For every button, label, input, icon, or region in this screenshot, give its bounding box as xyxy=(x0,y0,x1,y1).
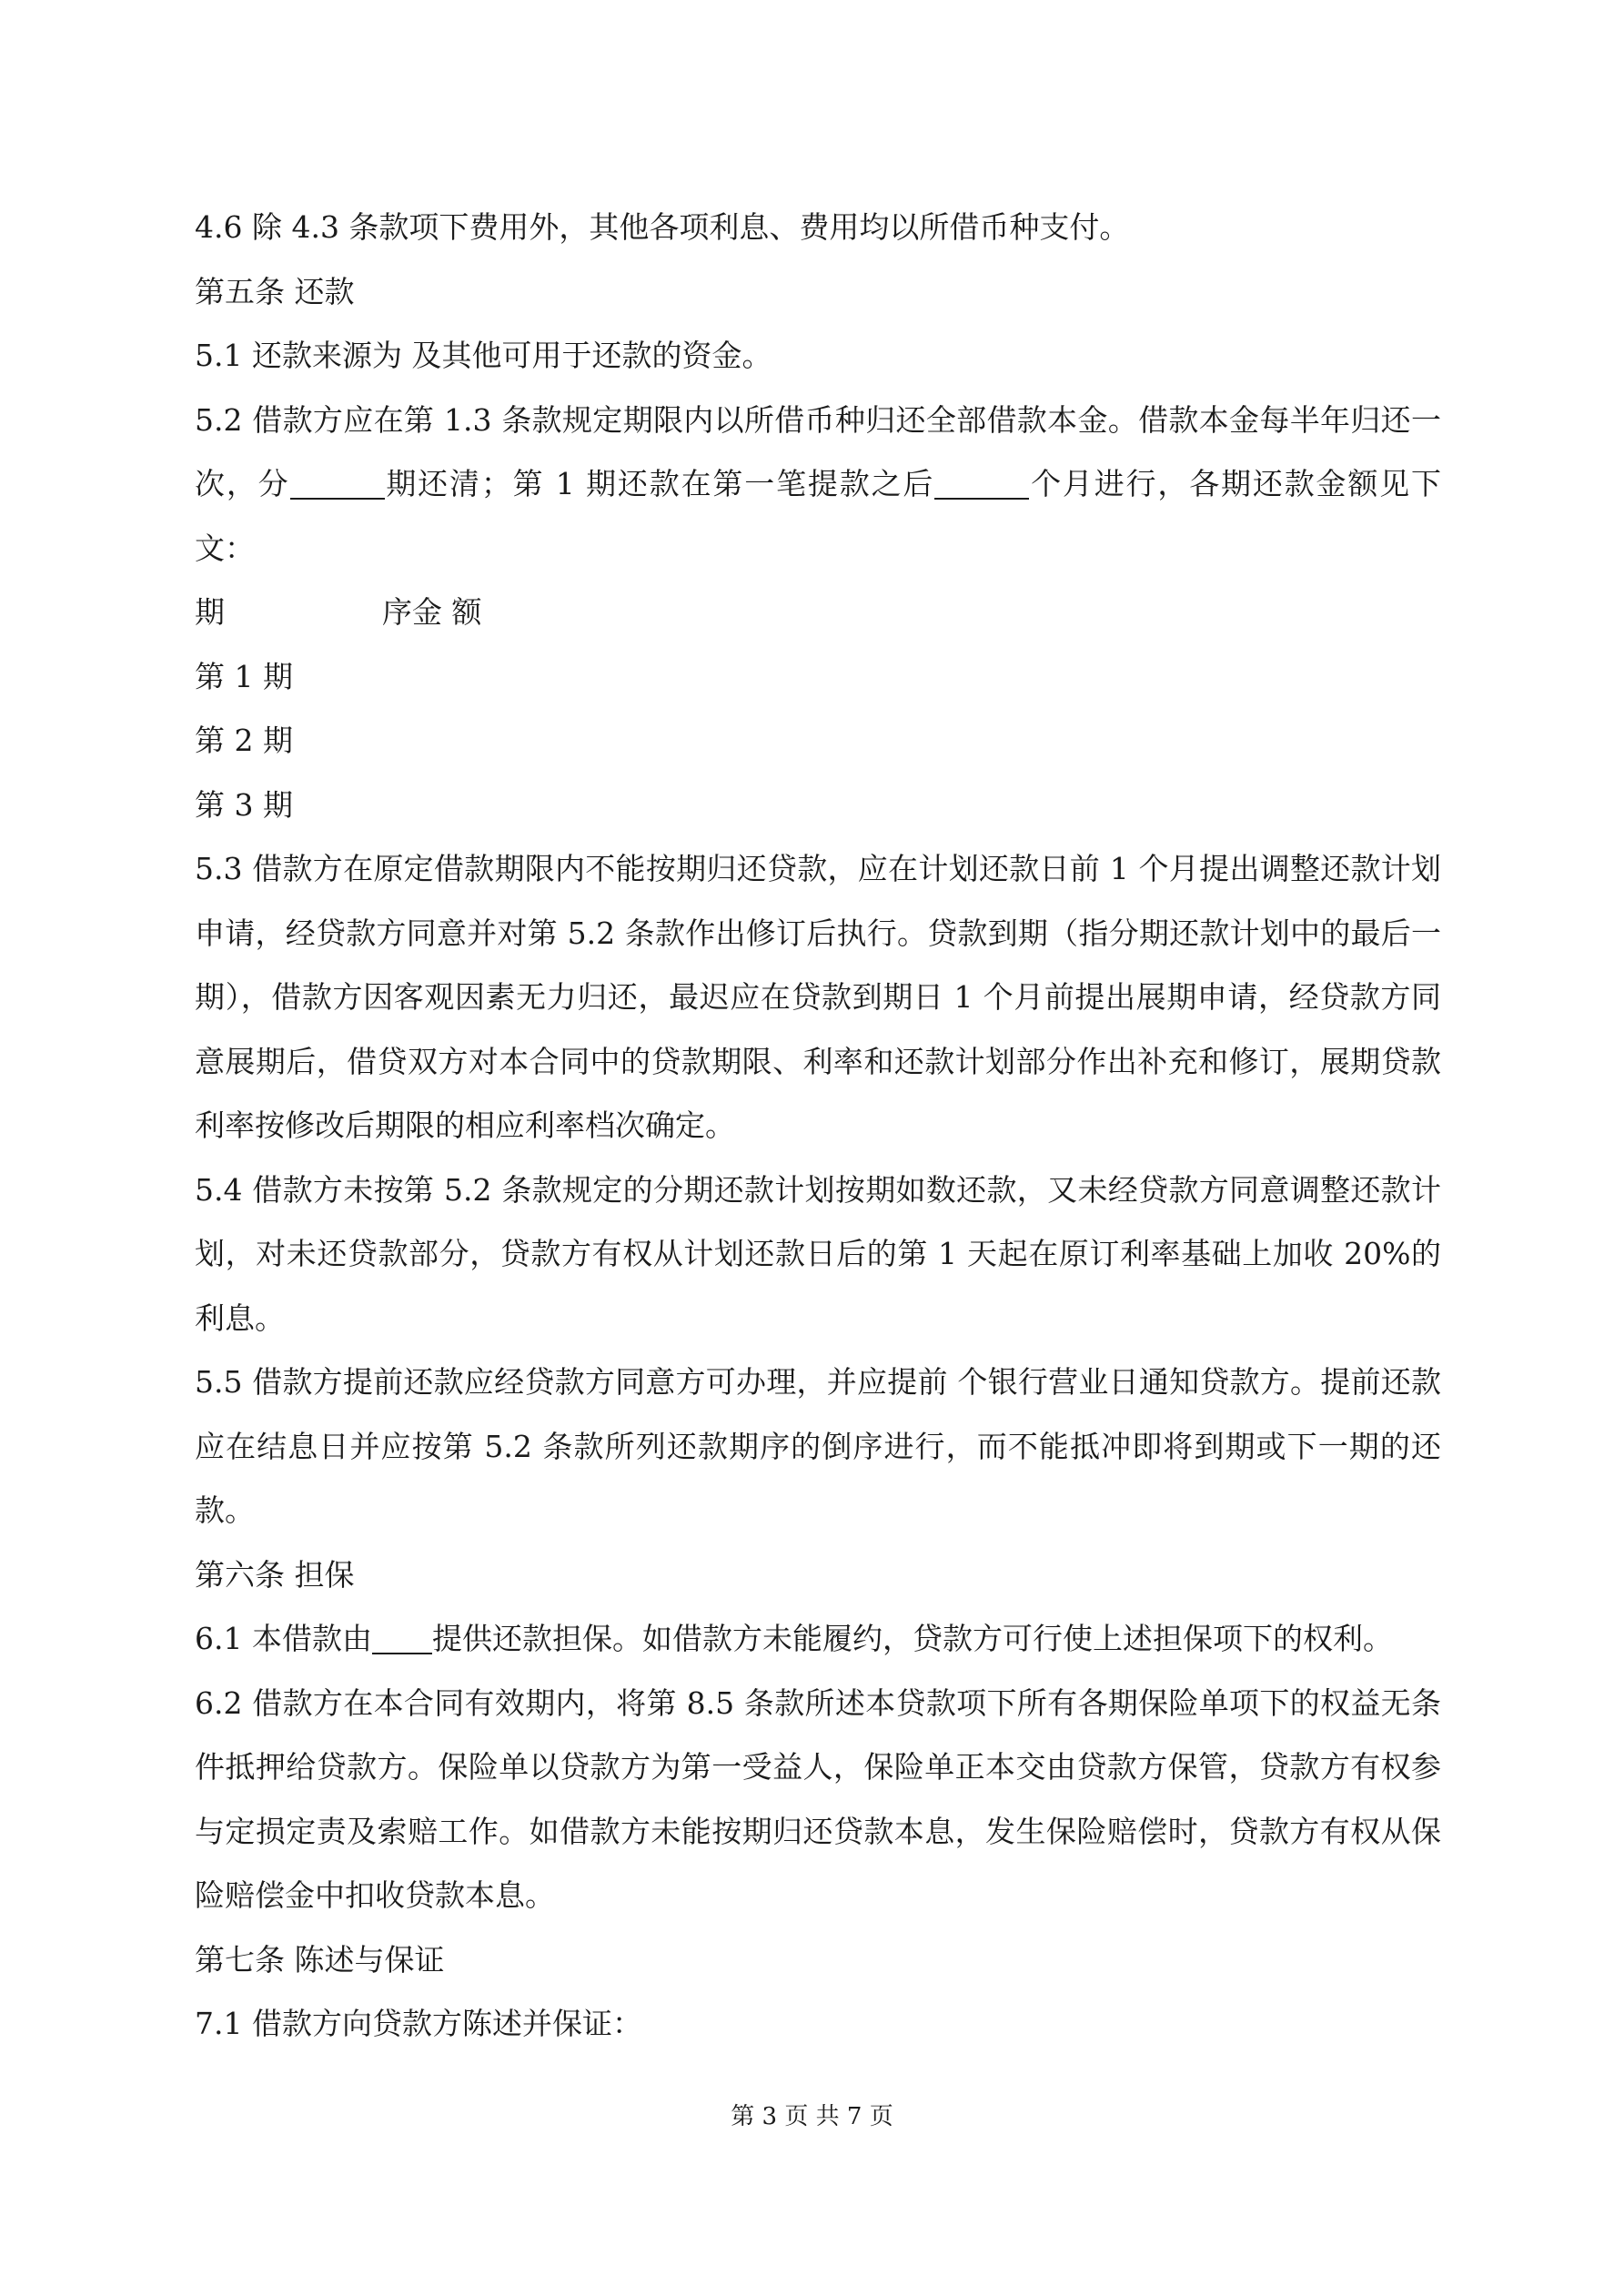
clause-6-1 xyxy=(195,1607,1441,1672)
article-6-title: 第六条 担保 xyxy=(195,1556,355,1593)
clause-6-2: 6.2 借款方在本合同有效期内，将第 8.5 条款所述本贷款项下所有各期保险单项下的权益无条件抵押给贷款方。保险单以贷款方为第一受益人，保险单正本交由贷款方保管，贷款方有权参与定损定责及索赔工作。如借款方未能按期归还贷款本息，发生保险赔偿时，贷款方有权从保险赔偿金中扣收贷款本息。 xyxy=(195,1684,1441,1913)
clause-5-4: 5.4 借款方未按第 5.2 条款规定的分期还款计划按期如数还款，又未经贷款方同意调整还款计划，对未还贷款部分，贷款方有权从计划还款日后的第 1 天起在原订利率基础上加收 20%的利息。 xyxy=(195,1171,1441,1336)
blank-guarantor xyxy=(372,1623,432,1654)
installment-table-header xyxy=(195,581,1441,645)
clause-6-1-part-a: 6.1 本借款由 xyxy=(195,1621,372,1656)
clause-5-5: 5.5 借款方提前还款应经贷款方同意方可办理，并应提前 个银行营业日通知贷款方。提前还款应在结息日并应按第 5.2 条款所列还款期序的倒序进行，而不能抵冲即将到期或下一期的还款。 xyxy=(195,1364,1441,1528)
clause-7-1: 7.1 借款方向贷款方陈述并保证： xyxy=(195,2006,642,2041)
clause-5-2-part-c: 个月进行，各期还款金额见下文： xyxy=(195,466,1442,566)
table-header-period: 期 xyxy=(195,594,225,630)
clause-6-1-part-b: 提供还款担保。如借款方未能履约，贷款方可行使上述担保项下的权利。 xyxy=(431,1621,1393,1656)
installment-row: 第 2 期 xyxy=(195,723,293,758)
article-7-title: 第七条 陈述与保证 xyxy=(195,1941,445,1977)
clause-5-2-part-a: 5.2 借款方应在第 1.3 条款规定期限内以所借币种归还全部借款本金。借款本金每半年归还一次，分 xyxy=(195,401,1441,501)
blank-installment-count xyxy=(290,468,385,500)
clause-5-2-part-b: 期还清；第 1 期还款在第一笔提款之后 xyxy=(384,466,935,501)
table-header-amount: 序金 额 xyxy=(382,594,482,630)
installment-row: 第 1 期 xyxy=(195,658,293,694)
page-number-footer: 第 3 页 共 7 页 xyxy=(731,2103,893,2130)
clause-5-1: 5.1 还款来源为 及其他可用于还款的资金。 xyxy=(195,338,772,373)
clause-5-2 xyxy=(195,389,1441,582)
installment-row: 第 3 期 xyxy=(195,786,293,823)
article-5-title: 第五条 还款 xyxy=(195,273,355,309)
blank-months xyxy=(934,468,1029,500)
clause-5-3: 5.3 借款方在原定借款期限内不能按期归还贷款，应在计划还款日前 1 个月提出调整还款计划申请，经贷款方同意并对第 5.2 条款作出修订后执行。贷款到期（指分期还款计划中的最后一期），借款方因客观因素无力归还，最迟应在贷款到期日 1 个月前提出展期申请，经贷款方同意展期后，借贷双方对本合同中的贷款期限、利率和还款计划部分作出补充和修订，展期贷款利率按修改后期限的相应利率档次确定。 xyxy=(195,851,1441,1143)
document-body xyxy=(195,196,1441,2057)
clause-4-6: 4.6 除 4.3 条款项下费用外，其他各项利息、费用均以所借币种支付。 xyxy=(195,209,1130,245)
